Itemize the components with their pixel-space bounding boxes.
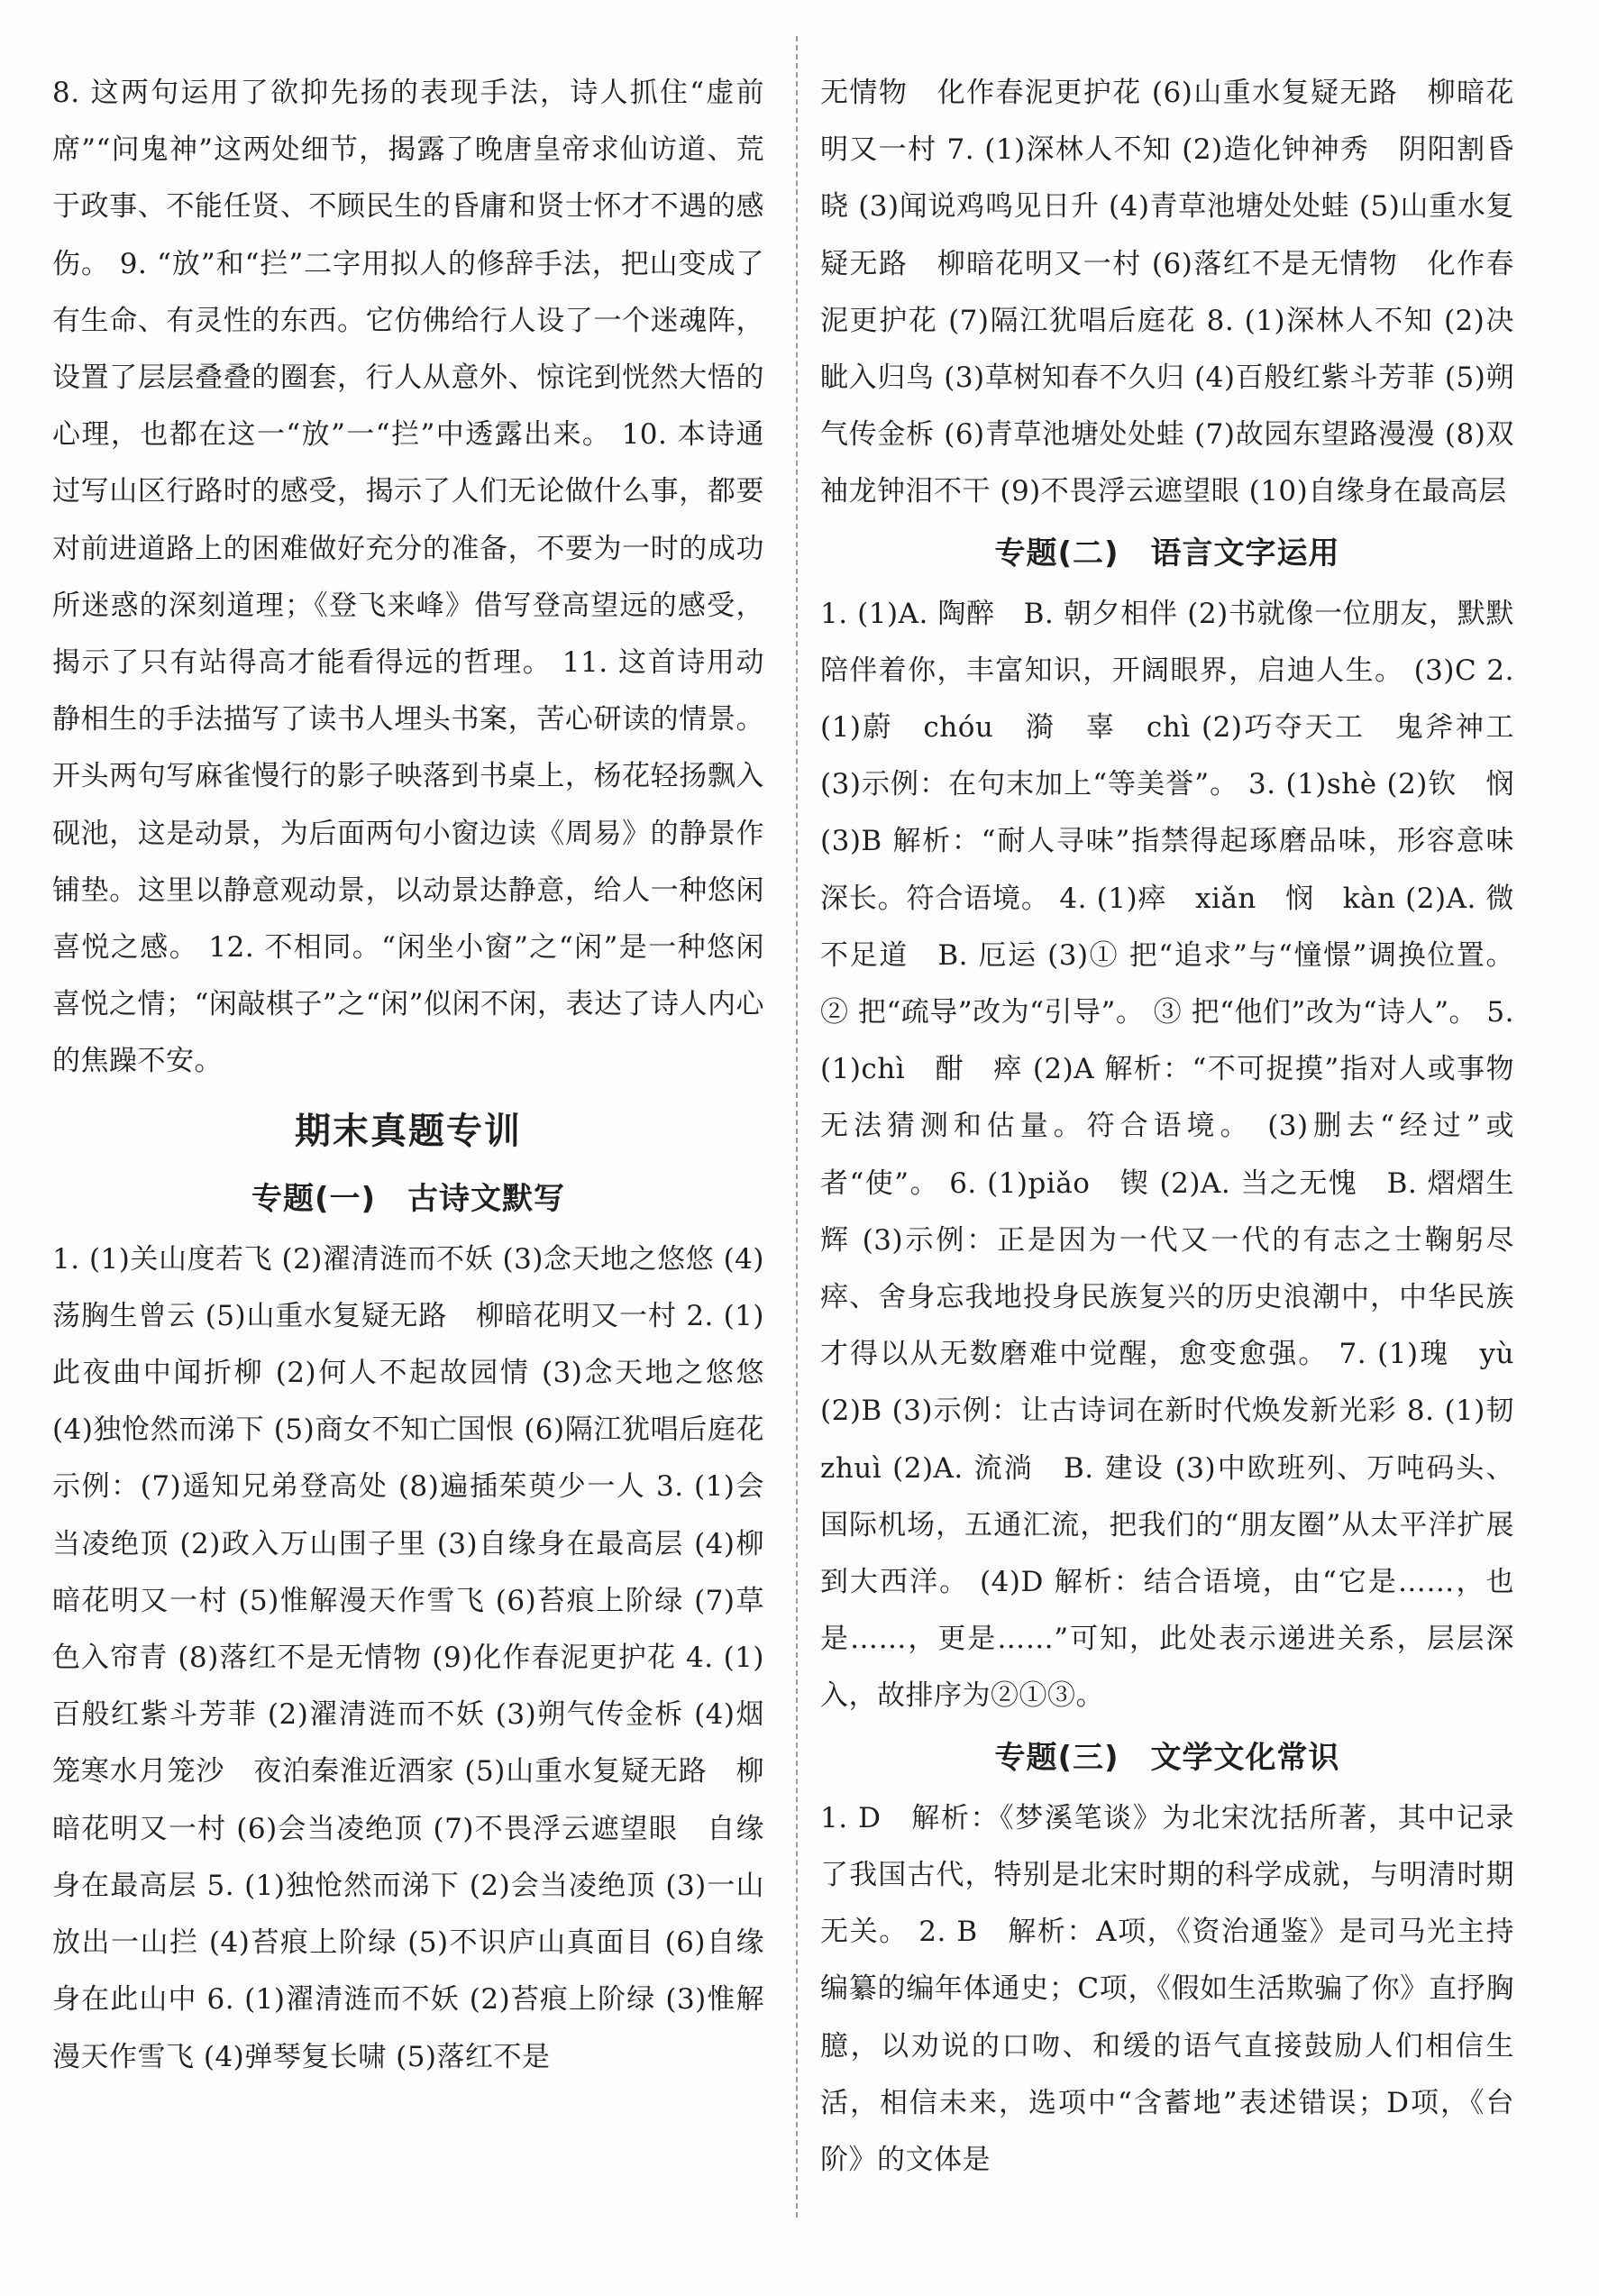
section3-title: 专题(三) 文学文化常识 <box>994 1739 1340 1776</box>
answers-8-12: 8. 这两句运用了欲抑先扬的表现手法，诗人抓住“虚前席”“问鬼神”这两处细节，揭露了晚唐皇帝求仙访道、荒于政事、不能任贤、不顾民生的昏庸和贤士怀才不遇的感伤。 9. “放”和“拦”二字用拟人的修辞手法，把山变成了有生命、有灵性的东西。它仿佛给行人设了一个迷魂阵，设置了层层叠叠的圈套，行人从意外、惊诧到恍然大悟的心理，也都在这一“放”一“拦”中透露出来。 10. 本诗通过写山区行路时的感受，揭示了人们无论做什么事，都要对前进道路上的困难做好充分的准备，不要为一时的成功所迷惑的深刻道理；《登飞来峰》借写登高望远的感受，揭示了只有站得高才能看得远的哲理。 11. 这首诗用动静相生的手法描写了读书人埋头书案，苦心研读的情景。开头两句写麻雀慢行的影子映落到书桌上，杨花轻扬飘入砚池，这是动景，为后面两句小窗边读《周易》的静景作铺垫。这里以静意观动景，以动景达静意，给人一种悠闲喜悦之感。 12. 不相同。“闲坐小窗”之“闲”是一种悠闲喜悦之情；“闲敲棋子”之“闲”似闲不闲，表达了诗人内心的焦躁不安。 <box>52 77 764 1078</box>
section1-body: 1. (1)关山度若飞 (2)濯清涟而不妖 (3)念天地之悠悠 (4)荡胸生曾云 (5)山重水复疑无路 柳暗花明又一村 2. (1)此夜曲中闻折柳 (2)何人不起故园情 (3)念天地之悠悠 (4)独怆然而涕下 (5)商女不知亡国恨 (6)隔江犹唱后庭花 示例：(7)遥知兄弟登高处 (8)遍插茱萸少一人 3. (1)会当凌绝顶 (2)政入万山围子里 (3)自缘身在最高层 (4)柳暗花明又一村 (5)惟解漫天作雪飞 (6)苔痕上阶绿 (7)草色入帘青 (8)落红不是无情物 (9)化作春泥更护花 4. (1)百般红紫斗芳菲 (2)濯清涟而不妖 (3)朔气传金柝 (4)烟笼寒水月笼沙 夜泊秦淮近酒家 (5)山重水复疑无路 柳暗花明又一村 (6)会当凌绝顶 (7)不畏浮云遮望眼 自缘身在最高层 5. (1)独怆然而涕下 (2)会当凌绝顶 (3)一山放出一山拦 (4)苔痕上阶绿 (5)不识庐山真面目 (6)自缘身在此山中 6. (1)濯清涟而不妖 (2)苔痕上阶绿 (3)惟解漫天作雪飞 (4)弹琴复长啸 (5)落红不是 <box>52 1242 793 2073</box>
right-column <box>820 65 1543 2189</box>
main-title: 期末真题专训 <box>295 1110 522 1152</box>
column-divider <box>796 36 798 2218</box>
section3-body: 1. D 解析：《梦溪笔谈》为北宋沈括所著，其中记录了我国古代，特别是北宋时期的科学成就，与明清时期无关。 2. B 解析：A项，《资治通鉴》是司马光主持编纂的编年体通史；C项，《假如生活欺骗了你》直抒胸臆，以劝说的口吻、和缓的语气直接鼓励人们相信生活，相信未来，选项中“含蓄地”表述错误；D项，《台阶》的文体是 <box>820 1801 1514 2176</box>
section2-title: 专题(二) 语言文字运用 <box>994 535 1340 572</box>
section1-continued: 无情物 化作春泥更护花 (6)山重水复疑无路 柳暗花明又一村 7. (1)深林人不知 (2)造化钟神秀 阴阳割昏晓 (3)闻说鸡鸣见日升 (4)青草池塘处处蛙 (5)山重水复疑无路 柳暗花明又一村 (6)落红不是无情物 化作春泥更护花 (7)隔江犹唱后庭花 8. (1)深林人不知 (2)决眦入归鸟 (3)草树知春不久归 (4)百般红紫斗芳菲 (5)朔气传金柝 (6)青草池塘处处蛙 (7)故园东望路漫漫 (8)双袖龙钟泪不干 (9)不畏浮云遮望眼 (10)自缘身在最高层 <box>820 77 1514 508</box>
left-column <box>52 65 793 2086</box>
section1-title: 专题(一) 古诗文默写 <box>251 1180 566 1217</box>
section2-body: 1. (1)A. 陶醉 B. 朝夕相伴 (2)书就像一位朋友，默默陪伴着你，丰富知识，开阔眼界，启迪人生。 (3)C 2. (1)蔚 chóu 漪 辜 chì (2)巧夺天工 鬼斧神工 (3)示例：在句末加上“等美誉”。 3. (1)shè (2)钦 悯 (3)B 解析：“耐人寻味”指禁得起琢磨品味，形容意味深长。符合语境。 4. (1)瘁 xiǎn 悯 kàn (2)A. 微不足道 B. 厄运 (3)① 把“追求”与“憧憬”调换位置。 ② 把“疏导”改为“引导”。 ③ 把“他们”改为“诗人”。 5. (1)chì 酣 瘁 (2)A 解析：“不可捉摸”指对人或事物无法猜测和估量。符合语境。 (3)删去“经过”或者“使”。 6. (1)piǎo 锲 (2)A. 当之无愧 B. 熠熠生辉 (3)示例：正是因为一代又一代的有志之士鞠躬尽瘁、舍身忘我地投身民族复兴的历史浪潮中，中华民族才得以从无数磨难中觉醒，愈变愈强。 7. (1)瑰 yù (2)B (3)示例：让古诗词在新时代焕发新光彩 8. (1)韧 zhuì (2)A. 流淌 B. 建设 (3)中欧班列、万吨码头、国际机场，五通汇流，把我们的“朋友圈”从太平洋扩展到大西洋。 (4)D 解析：结合语境，由“它是……，也是……，更是……”可知，此处表示递进关系，层层深入，故排序为②①③。 <box>820 597 1543 1713</box>
